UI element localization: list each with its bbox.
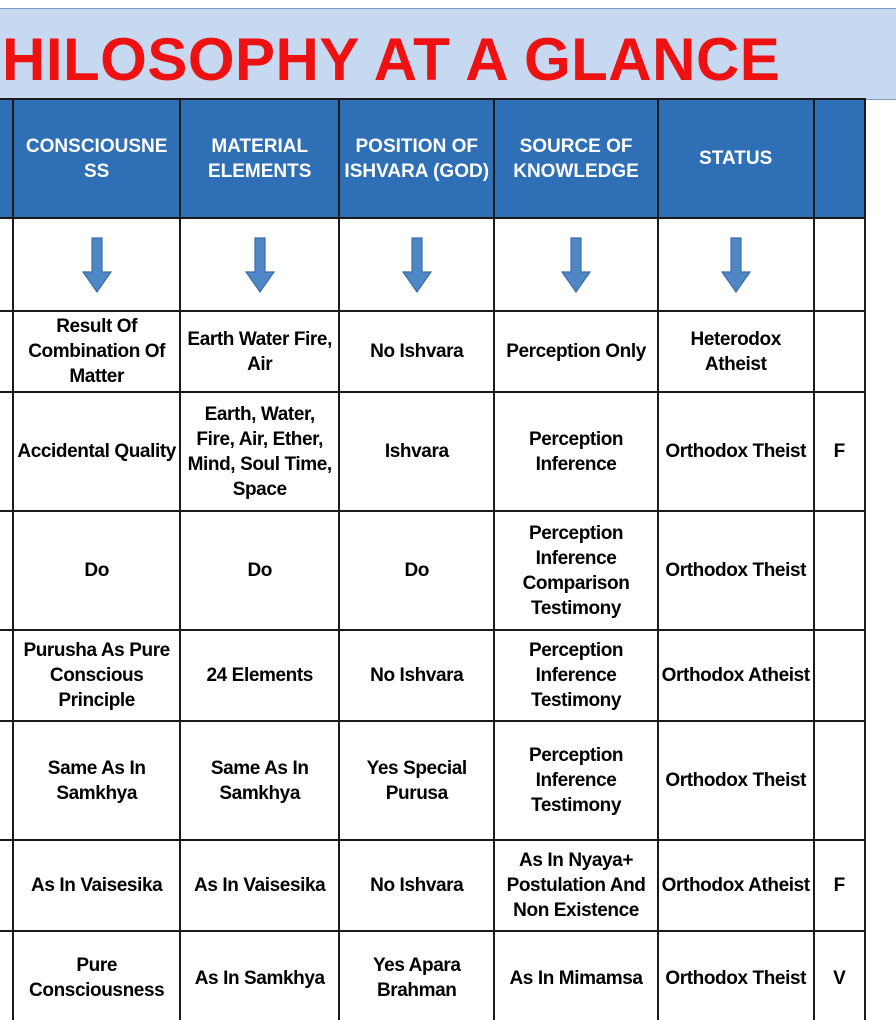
cell-status: Orthodox Atheist — [658, 840, 814, 931]
cell-right-edge — [814, 630, 865, 721]
cell-left-edge — [0, 840, 13, 931]
cell-consciousness: Result Of Combination Of Matter — [13, 311, 180, 392]
cell-right-edge: F — [814, 392, 865, 511]
cell-consciousness: As In Vaisesika — [13, 840, 180, 931]
cell-material-elements: 24 Elements — [180, 630, 339, 721]
down-arrow-icon — [400, 236, 434, 294]
header-left-edge — [0, 99, 13, 218]
cell-consciousness: Same As In Samkhya — [13, 721, 180, 840]
cell-position-of-ishvara: No Ishvara — [339, 840, 494, 931]
cell-status: Orthodox Atheist — [658, 630, 814, 721]
page-title: HILOSOPHY AT A GLANCE — [2, 26, 781, 93]
cell-source-of-knowledge: Perception Inference Testimony — [494, 630, 658, 721]
arrow-cell — [658, 218, 814, 311]
cell-material-elements: As In Vaisesika — [180, 840, 339, 931]
cell-source-of-knowledge: Perception Inference Testimony — [494, 721, 658, 840]
cell-material-elements: Earth, Water, Fire, Air, Ether, Mind, Soul Time, Space — [180, 392, 339, 511]
cell-material-elements: As In Samkhya — [180, 931, 339, 1020]
cell-consciousness: Pure Consciousness — [13, 931, 180, 1020]
header-row — [0, 99, 865, 218]
cell-right-edge — [814, 721, 865, 840]
cell-right-edge — [814, 311, 865, 392]
arrow-cell-left-edge — [0, 218, 13, 311]
cell-left-edge — [0, 311, 13, 392]
cell-right-edge: F — [814, 840, 865, 931]
header-source-of-knowledge: SOURCE OF KNOWLEDGE — [494, 99, 658, 218]
table-row — [0, 311, 865, 392]
table-row — [0, 630, 865, 721]
cell-material-elements: Same As In Samkhya — [180, 721, 339, 840]
table-row — [0, 721, 865, 840]
cell-status: Orthodox Theist — [658, 511, 814, 630]
table-row — [0, 931, 865, 1020]
cell-position-of-ishvara: Yes Apara Brahman — [339, 931, 494, 1020]
cell-position-of-ishvara: Yes Special Purusa — [339, 721, 494, 840]
cell-source-of-knowledge: Perception Only — [494, 311, 658, 392]
cell-position-of-ishvara: No Ishvara — [339, 630, 494, 721]
cell-status: Orthodox Theist — [658, 392, 814, 511]
header-material-elements: MATERIAL ELEMENTS — [180, 99, 339, 218]
cell-status: Orthodox Theist — [658, 721, 814, 840]
cell-left-edge — [0, 721, 13, 840]
cell-position-of-ishvara: No Ishvara — [339, 311, 494, 392]
table-row — [0, 840, 865, 931]
cell-source-of-knowledge: Perception Inference — [494, 392, 658, 511]
cell-status: Orthodox Theist — [658, 931, 814, 1020]
arrow-cell — [13, 218, 180, 311]
header-consciousness: CONSCIOUSNE SS — [13, 99, 180, 218]
philosophy-table — [0, 98, 866, 1020]
arrow-row — [0, 218, 865, 311]
cell-source-of-knowledge: As In Nyaya+ Postulation And Non Existence — [494, 840, 658, 931]
cell-left-edge — [0, 931, 13, 1020]
arrow-cell — [339, 218, 494, 311]
down-arrow-icon — [559, 236, 593, 294]
cell-consciousness: Do — [13, 511, 180, 630]
cell-consciousness: Accidental Quality — [13, 392, 180, 511]
cell-right-edge — [814, 511, 865, 630]
title-banner — [0, 8, 896, 100]
table-row — [0, 392, 865, 511]
cell-left-edge — [0, 392, 13, 511]
cell-left-edge — [0, 511, 13, 630]
header-position-of-ishvara: POSITION OF ISHVARA (GOD) — [339, 99, 494, 218]
down-arrow-icon — [719, 236, 753, 294]
cell-consciousness: Purusha As Pure Conscious Principle — [13, 630, 180, 721]
table-row — [0, 511, 865, 630]
cell-position-of-ishvara: Do — [339, 511, 494, 630]
cell-right-edge: V — [814, 931, 865, 1020]
cell-status: Heterodox Atheist — [658, 311, 814, 392]
down-arrow-icon — [80, 236, 114, 294]
cell-material-elements: Do — [180, 511, 339, 630]
arrow-cell — [494, 218, 658, 311]
arrow-cell — [180, 218, 339, 311]
cell-left-edge — [0, 630, 13, 721]
cell-source-of-knowledge: As In Mimamsa — [494, 931, 658, 1020]
cell-position-of-ishvara: Ishvara — [339, 392, 494, 511]
cell-source-of-knowledge: Perception Inference Comparison Testimony — [494, 511, 658, 630]
down-arrow-icon — [243, 236, 277, 294]
arrow-cell-right-edge — [814, 218, 865, 311]
header-status: STATUS — [658, 99, 814, 218]
cell-material-elements: Earth Water Fire, Air — [180, 311, 339, 392]
header-right-edge — [814, 99, 865, 218]
